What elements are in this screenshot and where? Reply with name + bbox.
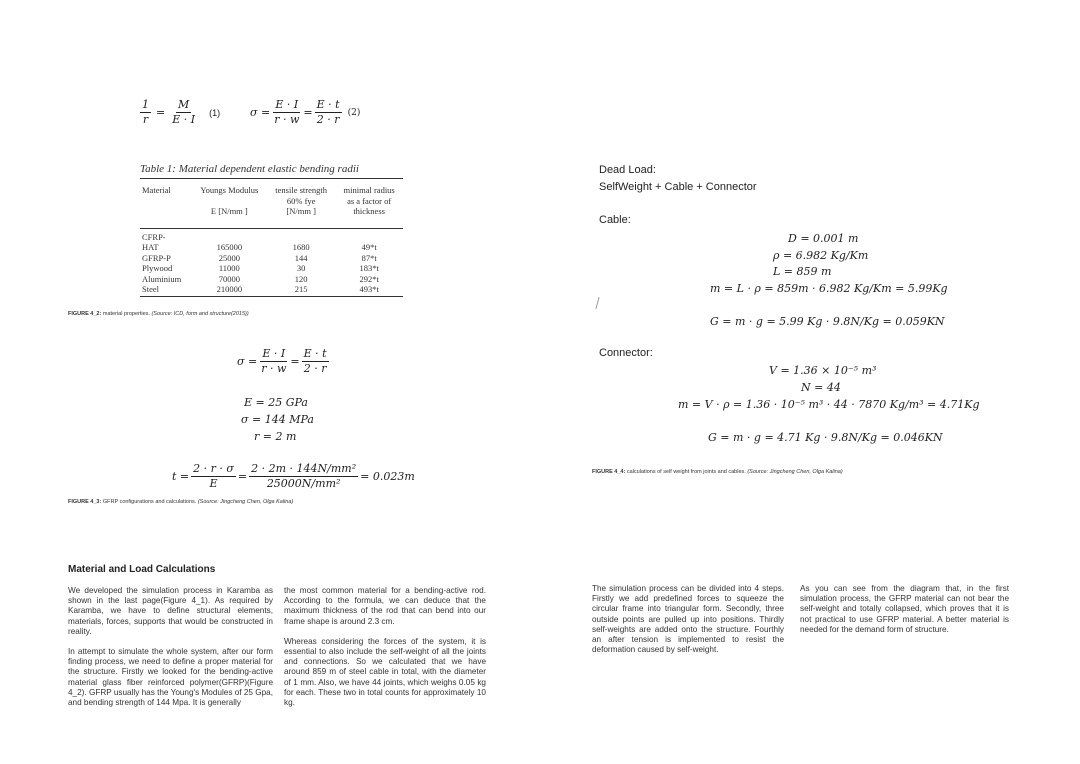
paragraph: Whereas considering the forces of the system, it is essential to also include the self-weight of all the joints and connections. So we calculated that we have around 859 m of steel cable in total, with the diameter of 1 mm. Also, we have 44 joints, which weighs 0.05 kg for each. These two in total counts for approximately 10 kg. — [284, 636, 486, 708]
table-cell: 30 — [296, 263, 306, 273]
radius-value: r = 2 m — [254, 430, 297, 443]
connector-volume: V = 1.36 × 10⁻⁵ m³ — [769, 364, 877, 377]
youngs-modulus-value: E = 25 GPa — [244, 396, 308, 409]
table-cell: GFRP-P — [142, 252, 171, 263]
table-header-cell: Youngs Modulus E [N/mm ] — [200, 185, 259, 216]
section-title: Material and Load Calculations — [68, 564, 216, 575]
eq1-tag: (1) — [209, 107, 221, 118]
text-column-2 — [284, 586, 486, 718]
table-cell: 1680 — [292, 242, 310, 252]
paragraph: The simulation process can be divided into 4 steps. Firstly we add predefined forces to squeeze the circular frame into triangular form. Secondly, three outside points are pulled up into positions. Thirdly self-weights are added onto the structure. Fourthly an after tension is implemented to resist the deformation caused by self-weight. — [592, 584, 784, 655]
table-cell: 165000 — [216, 242, 243, 252]
table-row — [140, 253, 403, 264]
table-row — [140, 228, 403, 242]
text-column-3 — [592, 584, 784, 665]
table-row — [140, 284, 403, 295]
table-cell: 49*t — [361, 242, 377, 252]
paragraph: In attempt to simulate the whole system, after our form finding process, we need to define a proper material for the structure. Firstly we looked for the bending-active material glass fiber reinforced polymer(GFRP)(Figure 4_2). GFRP usually has the Young's Modules of 25 Gpa, and bending strength of 144 Mpa. It is generally — [68, 647, 273, 708]
paragraph: the most common material for a bending-active rod. According to the formula, we can deduce that the maximum thickness of the rod that can bend into our frame shape is around 2.3 cm. — [284, 586, 486, 626]
table-cell: Steel — [142, 284, 159, 294]
table-cell: 292*t — [359, 273, 379, 284]
text-column-4 — [800, 584, 1009, 645]
text-column-1 — [68, 586, 273, 718]
table-cell — [192, 228, 267, 242]
connector-count: N = 44 — [801, 381, 841, 394]
dead-load-label: Dead Load: — [599, 164, 656, 176]
equation-2: σ = $\frac{E \cdot I}{r \cdot w}$ = $\frac{E \cdot t}{2 \cdot r}$ (2) — [250, 98, 361, 126]
sigma-formula: σ = $\frac{E \cdot I}{r \cdot w}$ = $\frac{E \cdot t}{2 \cdot r}$ — [237, 347, 327, 375]
paragraph: We developed the simulation process in Karamba as shown in the last page(Figure 4_1). As required by Karamba, we have to define structural elements, materials, forces, supports that would be constructed in reality. — [68, 586, 273, 636]
table-bottom-rule — [140, 296, 403, 297]
table-title: Table 1: Material dependent elastic bending radii — [140, 163, 403, 179]
material-table — [140, 185, 403, 295]
table-row — [140, 263, 403, 274]
table-cell: 70000 — [218, 273, 240, 284]
table-cell: 144 — [294, 252, 308, 263]
cable-label: Cable: — [599, 214, 631, 226]
self-weight-label: SelfWeight + Cable + Connector — [599, 181, 757, 193]
eq1-rhs-fraction: $\frac{M}{E \cdot I}$ — [172, 98, 196, 126]
table-header-cell: tensile strength 60% fye [N/mm ] — [275, 185, 327, 216]
table-cell: HAT — [142, 242, 159, 252]
cable-diameter: D = 0.001 m — [788, 232, 859, 245]
table-cell: 183*t — [359, 263, 379, 273]
table-cell — [267, 228, 335, 242]
table-header-cell: minimal radius as a factor of thickness — [343, 185, 395, 216]
table-row — [140, 274, 403, 285]
table-1 — [140, 163, 403, 297]
thickness-formula: t = $\frac{2 \cdot r \cdot \sigma}{E}$ = $\frac{\text{2 · 2m · 144N/mm²}}{\text{25000N/mm²}}$ = 0.023m — [172, 462, 415, 490]
cable-density: ρ = 6.982 Kg/Km — [773, 249, 869, 262]
connector-mass: m = V · ρ = 1.36 · 10⁻⁵ m³ · 44 · 7870 Kg/m³ = 4.71Kg — [678, 398, 980, 411]
figure-4-3-caption: FIGURE 4_3: GFRP configurations and calculations. (Source: Jingcheng Chen, Olga Kalina) — [68, 499, 294, 505]
cursor-mark — [595, 297, 599, 309]
equation-1: $\frac{1}{r}$ = $\frac{M}{E \cdot I}$ (1) — [142, 98, 221, 126]
table-row — [140, 242, 403, 253]
table-cell: 87*t — [361, 252, 377, 263]
connector-weight: G = m · g = 4.71 Kg · 9.8N/Kg = 0.046KN — [708, 431, 943, 444]
table-header-row — [140, 185, 403, 228]
table-cell: 25000 — [218, 252, 240, 263]
cable-mass: m = L · ρ = 859m · 6.982 Kg/Km = 5.99Kg — [710, 282, 948, 295]
table-cell: 120 — [294, 273, 308, 284]
strength-value: σ = 144 MPa — [241, 413, 314, 426]
table-cell: 210000 — [216, 284, 243, 294]
figure-4-2-caption: FIGURE 4_2: material properties. (Source: ICD, form and structure(2015)) — [68, 311, 249, 317]
table-cell: Aluminium — [142, 273, 182, 284]
table-cell: CFRP- — [142, 231, 166, 242]
figure-4-4-caption: FIGURE 4_4: calculations of self weight from joints and cables. (Source: Jingcheng Chen, Olga Kalina) — [592, 469, 843, 475]
connector-label: Connector: — [599, 347, 653, 359]
cable-weight: G = m · g = 5.99 Kg · 9.8N/Kg = 0.059KN — [710, 315, 945, 328]
table-cell — [335, 228, 403, 242]
cable-length: L = 859 m — [773, 265, 832, 278]
eq1-lhs-fraction: $\frac{1}{r}$ — [142, 98, 149, 126]
eq2-tag: (2) — [347, 107, 361, 118]
table-header-cell: Material — [142, 185, 171, 195]
table-cell: 11000 — [218, 263, 240, 273]
table-cell: Plywood — [142, 263, 173, 273]
table-cell: 493*t — [359, 284, 379, 294]
paragraph: As you can see from the diagram that, in the first simulation process, the GFRP material can not bear the self-weight and totally collapsed, which proves that it is not practical to use GFRP material. A better material is needed for the demand form of structure. — [800, 584, 1009, 634]
table-cell: 215 — [294, 284, 308, 294]
